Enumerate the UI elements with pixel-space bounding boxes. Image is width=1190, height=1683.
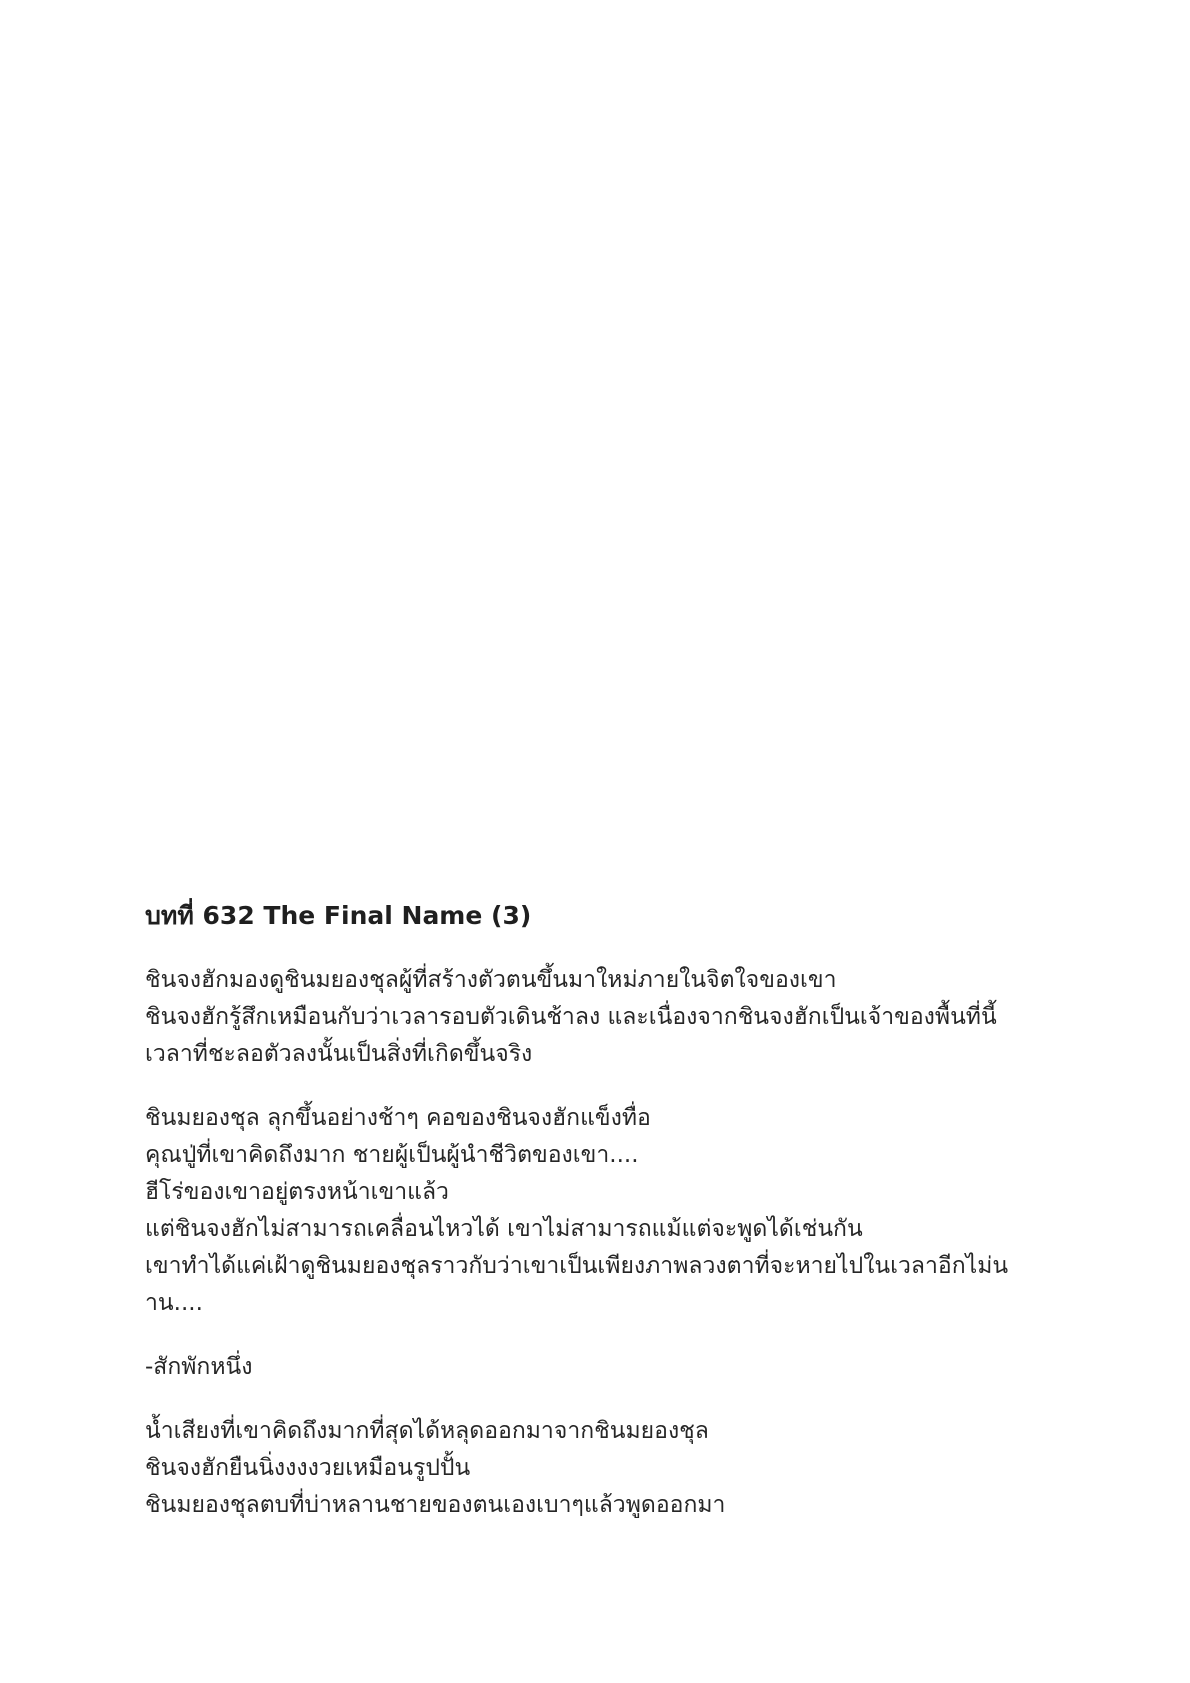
text-line: คุณปู่ที่เขาคิดถึงมาก ชายผู้เป็นผู้นำชีวิตของเขา.... [145, 1142, 639, 1168]
text-line: เวลาที่ชะลอตัวลงนั้นเป็นสิ่งที่เกิดขึ้นจริง [145, 1041, 533, 1067]
text-line: ชินจงฮักรู้สึกเหมือนกับว่าเวลารอบตัวเดินช้าลง และเนื่องจากชินจงฮักเป็นเจ้าของพื้นที่นี้ [145, 1004, 997, 1030]
text-line: าน.... [145, 1290, 203, 1316]
paragraph-4 [145, 1413, 1075, 1524]
text-line: น้ำเสียงที่เขาคิดถึงมากที่สุดได้หลุดออกมาจากชินมยองชุล [145, 1418, 709, 1444]
text-line: ชินมยองชุลตบที่บ่าหลานชายของตนเองเบาๆแล้วพูดออกมา [145, 1492, 726, 1518]
paragraph-3 [145, 1349, 1075, 1386]
document-page [145, 896, 1075, 1551]
paragraph-1 [145, 962, 1075, 1073]
text-line: เขาทำได้แค่เฝ้าดูชินมยองชุลราวกับว่าเขาเป็นเพียงภาพลวงตาที่จะหายไปในเวลาอีกไม่น [145, 1253, 1009, 1279]
text-line: ชินมยองชุล ลุกขึ้นอย่างช้าๆ คอของชินจงฮักแข็งทื่อ [145, 1105, 651, 1131]
text-line: ชินจงฮักมองดูชินมยองชุลผู้ที่สร้างตัวตนขึ้นมาใหม่ภายในจิตใจของเขา [145, 967, 837, 993]
text-line: -สักพักหนึ่ง [145, 1354, 253, 1380]
paragraph-2 [145, 1100, 1075, 1322]
text-line: ชินจงฮักยืนนิ่งงงงวยเหมือนรูปปั้น [145, 1455, 471, 1481]
chapter-title: บทที่ 632 The Final Name (3) [145, 901, 532, 930]
text-line: แต่ชินจงฮักไม่สามารถเคลื่อนไหวได้ เขาไม่สามารถแม้แต่จะพูดได้เช่นกัน [145, 1216, 863, 1242]
text-line: ฮีโร่ของเขาอยู่ตรงหน้าเขาแล้ว [145, 1179, 449, 1205]
